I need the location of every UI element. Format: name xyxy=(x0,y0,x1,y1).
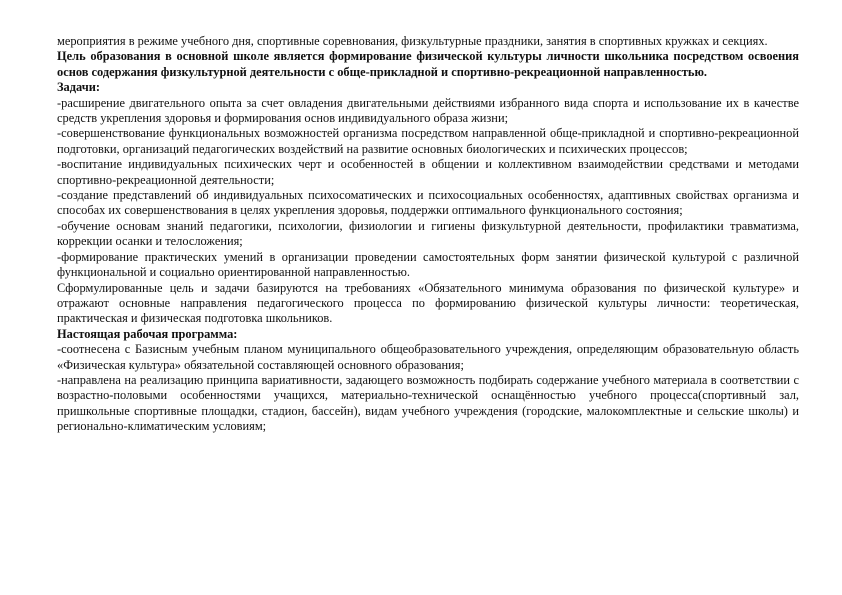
goal-statement: Цель образования в основной школе является формирование физической культуры личности школьника посредством освоения основ содержания физкультурной деятельности с обще-прикладной и спортивно-рекреационной направленностью. xyxy=(57,49,799,79)
program-item: -соотнесена с Базисным учебным планом муниципального общеобразовательного учреждения, определяющим образовательную область «Физическая культура» обязательной составляющей основного образования; xyxy=(57,342,799,372)
task-item: -формирование практических умений в организации проведении самостоятельных форм занятии физической культурой с различной функциональной и социально ориентированной направленностью. xyxy=(57,249,799,280)
task-item: -совершенствование функциональных возможностей организма посредством направленной обще-прикладной и спортивно-рекреационной подготовки, организаций педагогических воздействий на развитие основных биологических и психических процессов; xyxy=(57,126,799,156)
task-item: -обучение основам знаний педагогики, психологии, физиологии и гигиены физкультурной деятельности, профилактики травматизма, коррекции осанки и телосложения; xyxy=(57,218,799,249)
program-heading: Настоящая рабочая программа: xyxy=(57,326,238,341)
paragraph: мероприятия в режиме учебного дня, спортивные соревнования, физкультурные праздники, занятия в спортивных кружках и секциях. xyxy=(57,34,768,48)
program-item: -направлена на реализацию принципа вариативности, задающего возможность подбирать содержание учебного материала в соответствии с возрастно-половыми особенностями учащихся, материально-технической оснащённостью учебного процесса(спортивный зал, пришкольные спортивные площадки, стадион, бассейн), видам учебного учреждения (городские, малокомплектные и сельские школы) и регионально-климатическим условиям; xyxy=(57,372,799,434)
tasks-heading: Задачи: xyxy=(57,80,100,95)
paragraph: Сформулированные цель и задачи базируются на требованиях «Обязательного минимума образования по физической культуре» и отражают основные направления педагогического процесса по формированию физической культуры личности: теоретическая, практическая и физическая подготовка школьников. xyxy=(57,280,799,326)
task-item: -создание представлений об индивидуальных психосоматических и психосоциальных особенностях, адаптивных свойствах организма и способах их совершенствования в целях укрепления здоровья, поддержки оптимального функционального состояния; xyxy=(57,188,799,218)
task-item: -расширение двигательного опыта за счет овладения двигательными действиями избранного вида спорта и использование их в качестве средств укрепления здоровья и формирования основ индивидуального образа жизни; xyxy=(57,95,799,126)
document-page xyxy=(57,34,799,435)
task-item: -воспитание индивидуальных психических черт и особенностей в общении и коллективном взаимодействии средствами и методами спортивно-рекреационной деятельности; xyxy=(57,157,799,187)
